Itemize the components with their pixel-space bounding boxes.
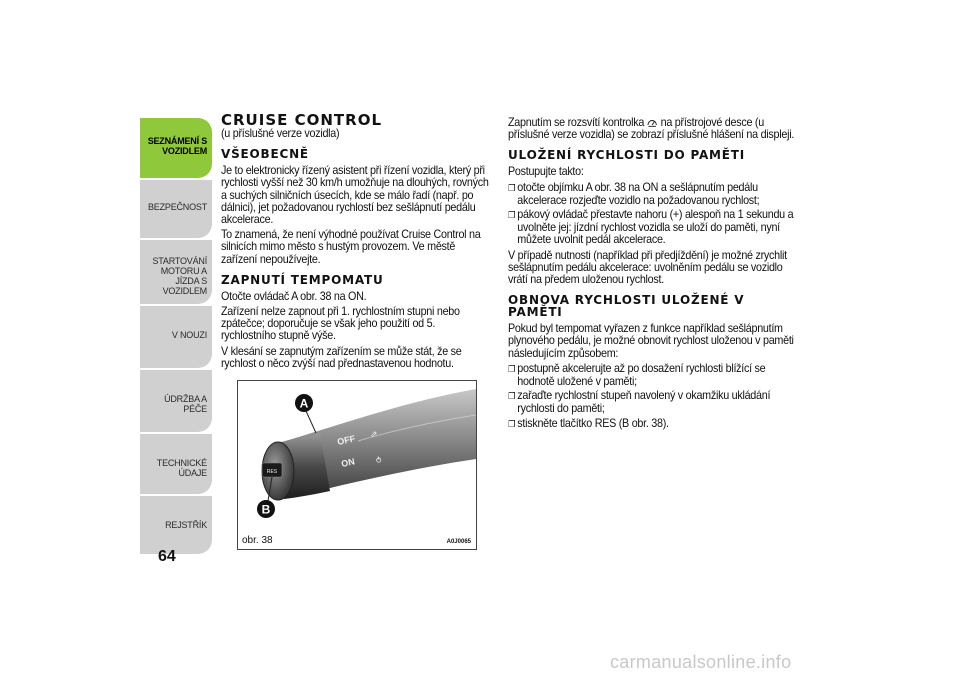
steps-list bbox=[508, 182, 798, 247]
callout-a: A bbox=[299, 396, 309, 411]
watermark: carmanualsonline.info bbox=[610, 652, 792, 672]
page-title: CRUISE CONTROL bbox=[221, 111, 382, 129]
paragraph: Je to elektronicky řízený asistent při řízení vozidla, který při rychlosti vyšší než 30 km/h umožňuje na dlouhých, rovných a suchých silničních úsecích, kde se málo řadí (např. po dálnici), jet požadovanou rychlostí bez sešlápnutí pedálu akcelerace. bbox=[221, 164, 489, 227]
tab-v-nouzi[interactable] bbox=[140, 306, 212, 368]
cruise-control-lever-illustration bbox=[238, 381, 476, 549]
tab-rejstrik[interactable] bbox=[140, 496, 212, 554]
tab-label: TECHNICKÉ ÚDAJE bbox=[156, 458, 207, 478]
lights-icon: ⇗ bbox=[370, 430, 378, 440]
figure-caption: obr. 38 bbox=[242, 535, 273, 546]
section-heading-ulozeni-rychlosti: ULOŽENÍ RYCHLOSTI DO PAMĚTI bbox=[508, 148, 746, 163]
res-button-label: RES bbox=[266, 469, 278, 475]
checkbox-bullet-icon: ❒ bbox=[508, 211, 516, 222]
paragraph: Zařízení nelze zapnout při 1. rychlostním stupni nebo zpátečce; doporučuje se však jeho použití od 5. rychlostního stupně výše. bbox=[221, 305, 460, 343]
page-subtitle: (u příslušné verze vozidla) bbox=[221, 127, 340, 140]
paragraph-indicator bbox=[508, 117, 799, 141]
wiper-icon: ⥁ bbox=[376, 456, 382, 465]
list-item: ❒ otočte objímku A obr. 38 na ON a sešlápnutím pedálu akcelerace rozjeďte vozidlo na požadovanou rychlost; bbox=[508, 180, 760, 207]
figure-38 bbox=[237, 380, 477, 550]
callout-b: B bbox=[261, 502, 271, 517]
tab-udrzba-a-pece[interactable] bbox=[140, 370, 212, 432]
tab-label: V NOUZI bbox=[171, 330, 207, 340]
checkbox-bullet-icon: ❒ bbox=[508, 364, 516, 375]
tab-seznameni-s-vozidlem[interactable] bbox=[140, 118, 212, 178]
paragraph: To znamená, že není výhodné používat Cruise Control na silnicích mimo město s hustým provozem. Ve městě zařízení nepoužívejte. bbox=[221, 228, 481, 266]
section-heading-obnova-rychlosti: OBNOVA RYCHLOSTI ULOŽENÉ V PAMĚTI bbox=[508, 293, 745, 320]
chapter-sidebar bbox=[140, 118, 212, 556]
left-column bbox=[221, 112, 489, 373]
tab-technicke-udaje[interactable] bbox=[140, 434, 212, 494]
switch-off-label: OFF bbox=[336, 433, 357, 447]
tab-bezpecnost[interactable] bbox=[140, 180, 212, 238]
switch-on-label: ON bbox=[340, 456, 356, 469]
tab-label: STARTOVÁNÍ MOTORU A JÍZDA S VOZIDLEM bbox=[152, 256, 207, 296]
cruise-control-indicator-icon bbox=[647, 118, 658, 127]
checkbox-bullet-icon: ❒ bbox=[508, 392, 516, 403]
paragraph: Pokud byl tempomat vyřazen z funkce například sešlápnutím plynového pedálu, je možné obnovit rychlost uloženou v paměti následujícím způsobem: bbox=[508, 322, 794, 360]
tab-label: BEZPEČNOST bbox=[147, 202, 207, 212]
steps-list bbox=[508, 363, 798, 431]
tab-label: SEZNÁMENÍ S VOZIDLEM bbox=[147, 136, 207, 156]
list-item: ❒ postupně akcelerujte až po dosažení rychlosti blížící se hodnotě uložené v paměti; bbox=[508, 361, 766, 389]
paragraph: V případě nutnosti (například při předjíždění) je možné zrychlit sešlápnutím pedálu akcelerace: uvolněním pedálu se vozidlo vrátí na předem uloženou rychlost. bbox=[508, 248, 787, 287]
tab-label: REJSTŘÍK bbox=[165, 520, 207, 530]
checkbox-bullet-icon: ❒ bbox=[508, 183, 516, 194]
paragraph: V klesání se zapnutým zařízením se může stát, že se rychlost o něco zvýší nad přednastavenou hodnotu. bbox=[221, 344, 462, 370]
indicator-text-before: Zapnutím se rozsvítí kontrolka bbox=[508, 116, 645, 129]
page-number: 64 bbox=[158, 548, 176, 565]
section-heading-zapnuti-tempomatu: ZAPNUTÍ TEMPOMATU bbox=[221, 272, 384, 287]
right-column bbox=[508, 117, 798, 434]
paragraph: Postupujte takto: bbox=[508, 165, 584, 179]
list-item: ❒ zařaďte rychlostní stupeň navolený v okamžiku ukládání rychlosti do paměti; bbox=[508, 389, 771, 416]
paragraph: Otočte ovládač A obr. 38 na ON. bbox=[221, 289, 367, 303]
tab-label: ÚDRŽBA A PÉČE bbox=[164, 394, 207, 414]
section-heading-vseobecne: VŠEOBECNĚ bbox=[221, 147, 309, 162]
list-item: ❒ stiskněte tlačítko RES (B obr. 38). bbox=[508, 416, 669, 430]
indicator-text-after: na přístrojové desce (u příslušné verze vozidla) se zobrazí příslušné hlášení na displeji. bbox=[508, 116, 795, 142]
checkbox-bullet-icon: ❒ bbox=[508, 419, 516, 430]
figure-code: A0J0065 bbox=[446, 539, 471, 545]
tab-startovani-motoru[interactable] bbox=[140, 240, 212, 304]
list-item: ❒ pákový ovládač přestavte nahoru (+) alespoň na 1 sekundu a uvolněte jej: jízdní rychlost vozidla se uloží do paměti, nyní můžete uvolnit pedál akcelerace. bbox=[508, 208, 794, 247]
